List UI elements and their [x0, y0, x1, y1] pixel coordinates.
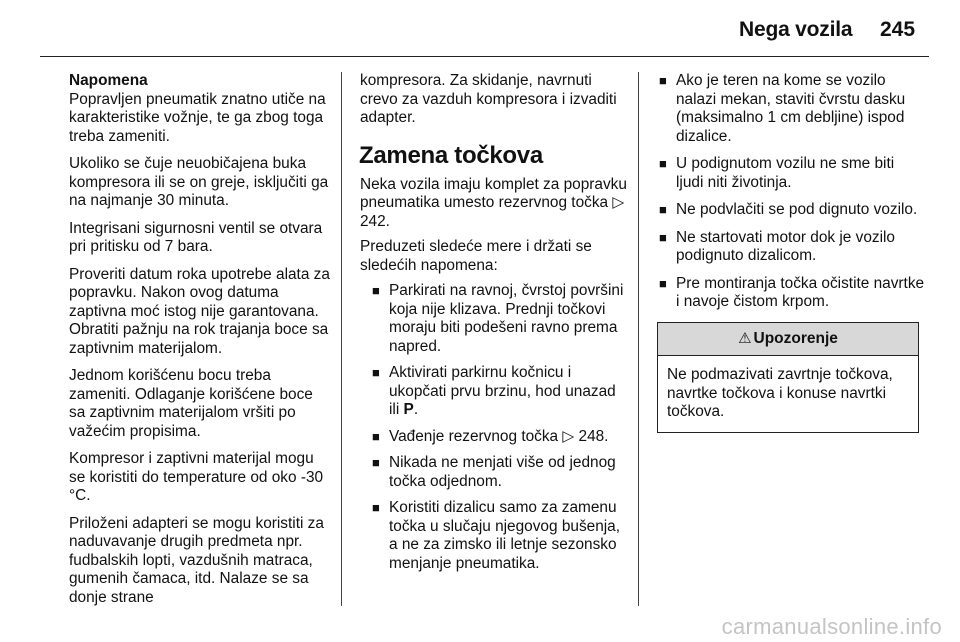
- safety-list: [657, 72, 925, 312]
- column-3: [657, 72, 925, 433]
- list-item: ■ Vađenje rezervnog točka ▷ 248.: [372, 427, 609, 445]
- warning-triangle-icon: ⚠: [738, 329, 752, 347]
- watermark: carmanualsonline.info: [721, 614, 942, 639]
- list-item: ■ Pre montiranja točka očistite navrtke i navoje čistom krpom.: [659, 274, 925, 310]
- warning-text: Ne podmazivati zavrtnje točkova, navrtke točkova i konuse navrtki točkova.: [667, 366, 893, 420]
- list-item: ■ Ne startovati motor dok je vozilo podignuto dizalicom.: [659, 228, 895, 264]
- list-item: ■ U podignutom vozilu ne sme biti ljudi niti životinja.: [659, 155, 895, 191]
- section-heading: Zamena točkova: [359, 141, 543, 169]
- paragraph: Proveriti datum roka upotrebe alata za popravku. Nakon ovog datuma zaptivna moć istog nije garantovana. Obratiti pažnju na rok trajanja boce sa zaptivnim materijalom.: [69, 265, 330, 357]
- bullet-icon: ■: [372, 455, 380, 470]
- precaution-list: [370, 282, 628, 573]
- bullet-icon: ■: [659, 73, 667, 88]
- paragraph: Integrisani sigurnosni ventil se otvara pri pritisku od 7 bara.: [69, 219, 323, 255]
- continued-paragraph: kompresora. Za skidanje, navrnuti crevo za vazduh kompresora i izvaditi adapter.: [360, 72, 617, 126]
- intro-paragraph: Neka vozila imaju komplet za popravku pneumatika umesto rezervnog točka ▷ 242.: [360, 175, 627, 230]
- paragraph: Popravljen pneumatik znatno utiče na karakteristike vožnje, te ga zbog toga treba zameniti.: [69, 90, 326, 145]
- page-header: [0, 0, 960, 58]
- bullet-icon: ■: [372, 283, 380, 298]
- list-item: ■ Parkirati na ravnoj, čvrstoj površini koja nije klizava. Prednji točkovi moraju biti podešeni ravno prema napred.: [372, 282, 624, 355]
- bullet-icon: ■: [659, 229, 667, 245]
- bullet-icon: ■: [372, 365, 380, 380]
- gear-p-label: P: [403, 401, 414, 418]
- paragraph: Priloženi adapteri se mogu koristiti za naduvavanje drugih predmeta npr. fudbalskih lopti, vazdušnih matraca, gumenih čamaca, itd. Nalaze se sa donje strane: [69, 514, 324, 606]
- bullet-icon: ■: [659, 156, 667, 171]
- page-number: 245: [880, 18, 916, 41]
- column-1: [69, 72, 331, 616]
- list-item: ■ Aktivirati parkirnu kočnicu i ukopčati prvu brzinu, hod unazad ili P.: [372, 364, 616, 418]
- page-title: Nega vozila: [739, 18, 853, 41]
- list-item: ■ Ako je teren na kome se vozilo nalazi mekan, staviti čvrstu dasku (maksimalno 1 cm debljine) ispod dizalice.: [659, 72, 906, 145]
- list-item: ■ Koristiti dizalicu samo za zamenu točka u slučaju njegovog bušenja, a ne za zimsko ili letnje sezonsko menjanje pneumatika.: [372, 499, 621, 572]
- warning-box: [657, 322, 919, 433]
- note-heading: Napomena: [69, 72, 148, 89]
- bullet-icon: ■: [659, 275, 667, 291]
- column-divider-2: [638, 72, 639, 606]
- list-item: ■ Nikada ne menjati više od jednog točka odjednom.: [372, 454, 616, 490]
- paragraph: Ukoliko se čuje neuobičajena buka kompresora ili se on greje, isključiti ga na najmanje 30 minuta.: [69, 155, 329, 209]
- paragraph: Kompresor i zaptivni materijal mogu se koristiti do temperature od oko -30 °C.: [69, 450, 324, 504]
- bullet-icon: ■: [659, 202, 667, 217]
- paragraph: Jednom korišćenu bocu treba zameniti. Odlaganje korišćene boce sa zaptivnim materijalom vršiti po važećim propisima.: [69, 367, 313, 440]
- bullet-icon: ■: [372, 500, 380, 515]
- header-divider: [40, 56, 929, 57]
- column-2: [360, 72, 628, 581]
- list-item: ■ Ne podvlačiti se pod dignuto vozilo.: [659, 201, 918, 218]
- bullet-icon: ■: [372, 428, 380, 444]
- warning-heading: ⚠ Upozorenje: [658, 323, 918, 357]
- lead-paragraph: Preduzeti sledeće mere i držati se sledećih napomena:: [360, 238, 592, 274]
- column-divider-1: [341, 72, 342, 606]
